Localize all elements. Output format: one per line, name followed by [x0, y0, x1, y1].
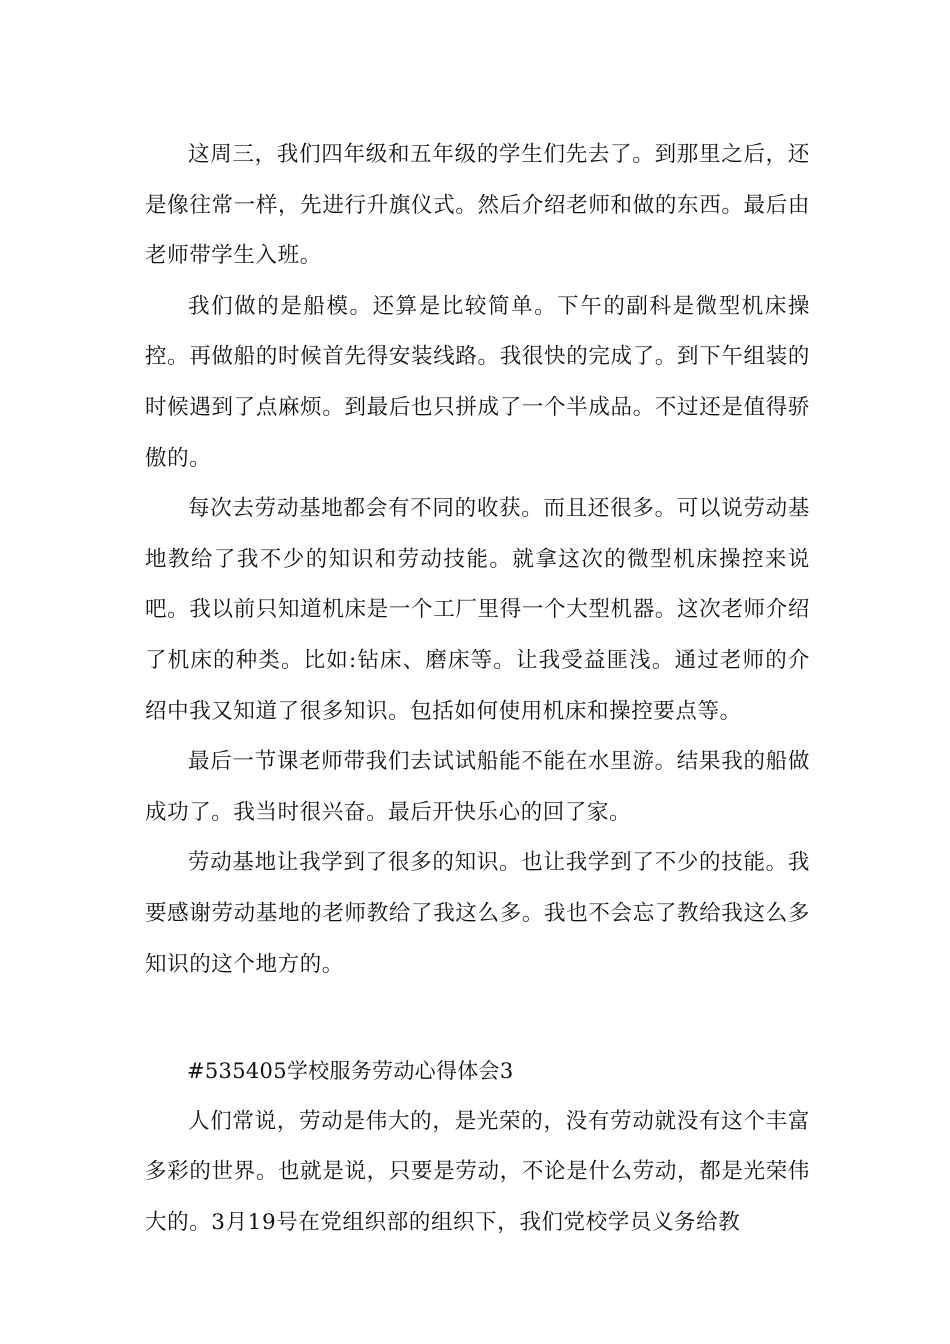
- section-spacer: [145, 990, 810, 1046]
- paragraph: 最后一节课老师带我们去试试船能不能在水里游。结果我的船做成功了。我当时很兴奋。最后开快乐心的回了家。: [145, 749, 810, 825]
- section-heading: #535405学校服务劳动心得体会3: [187, 1059, 514, 1084]
- paragraph: 劳动基地让我学到了很多的知识。也让我学到了不少的技能。我要感谢劳动基地的老师教给了我这么多。我也不会忘了教给我这么多知识的这个地方的。: [145, 850, 810, 977]
- document-body: [145, 130, 810, 1248]
- paragraph: 这周三，我们四年级和五年级的学生们先去了。到那里之后，还是像往常一样，先进行升旗仪式。然后介绍老师和做的东西。最后由老师带学生入班。: [145, 142, 810, 269]
- paragraph: 人们常说，劳动是伟大的，是光荣的，没有劳动就没有这个丰富多彩的世界。也就是说，只要是劳动，不论是什么劳动，都是光荣伟大的。3月19号在党组织部的组织下，我们党校学员义务给教: [145, 1108, 810, 1235]
- paragraph: 每次去劳动基地都会有不同的收获。而且还很多。可以说劳动基地教给了我不少的知识和劳动技能。就拿这次的微型机床操控来说吧。我以前只知道机床是一个工厂里得一个大型机器。这次老师介绍了机床的种类。比如:钻床、磨床等。让我受益匪浅。通过老师的介绍中我又知道了很多知识。包括如何使用机床和操控要点等。: [145, 496, 810, 724]
- paragraph: 我们做的是船模。还算是比较简单。下午的副科是微型机床操控。再做船的时候首先得安装线路。我很快的完成了。到下午组装的时候遇到了点麻烦。到最后也只拼成了一个半成品。不过还是值得骄傲的。: [145, 293, 810, 471]
